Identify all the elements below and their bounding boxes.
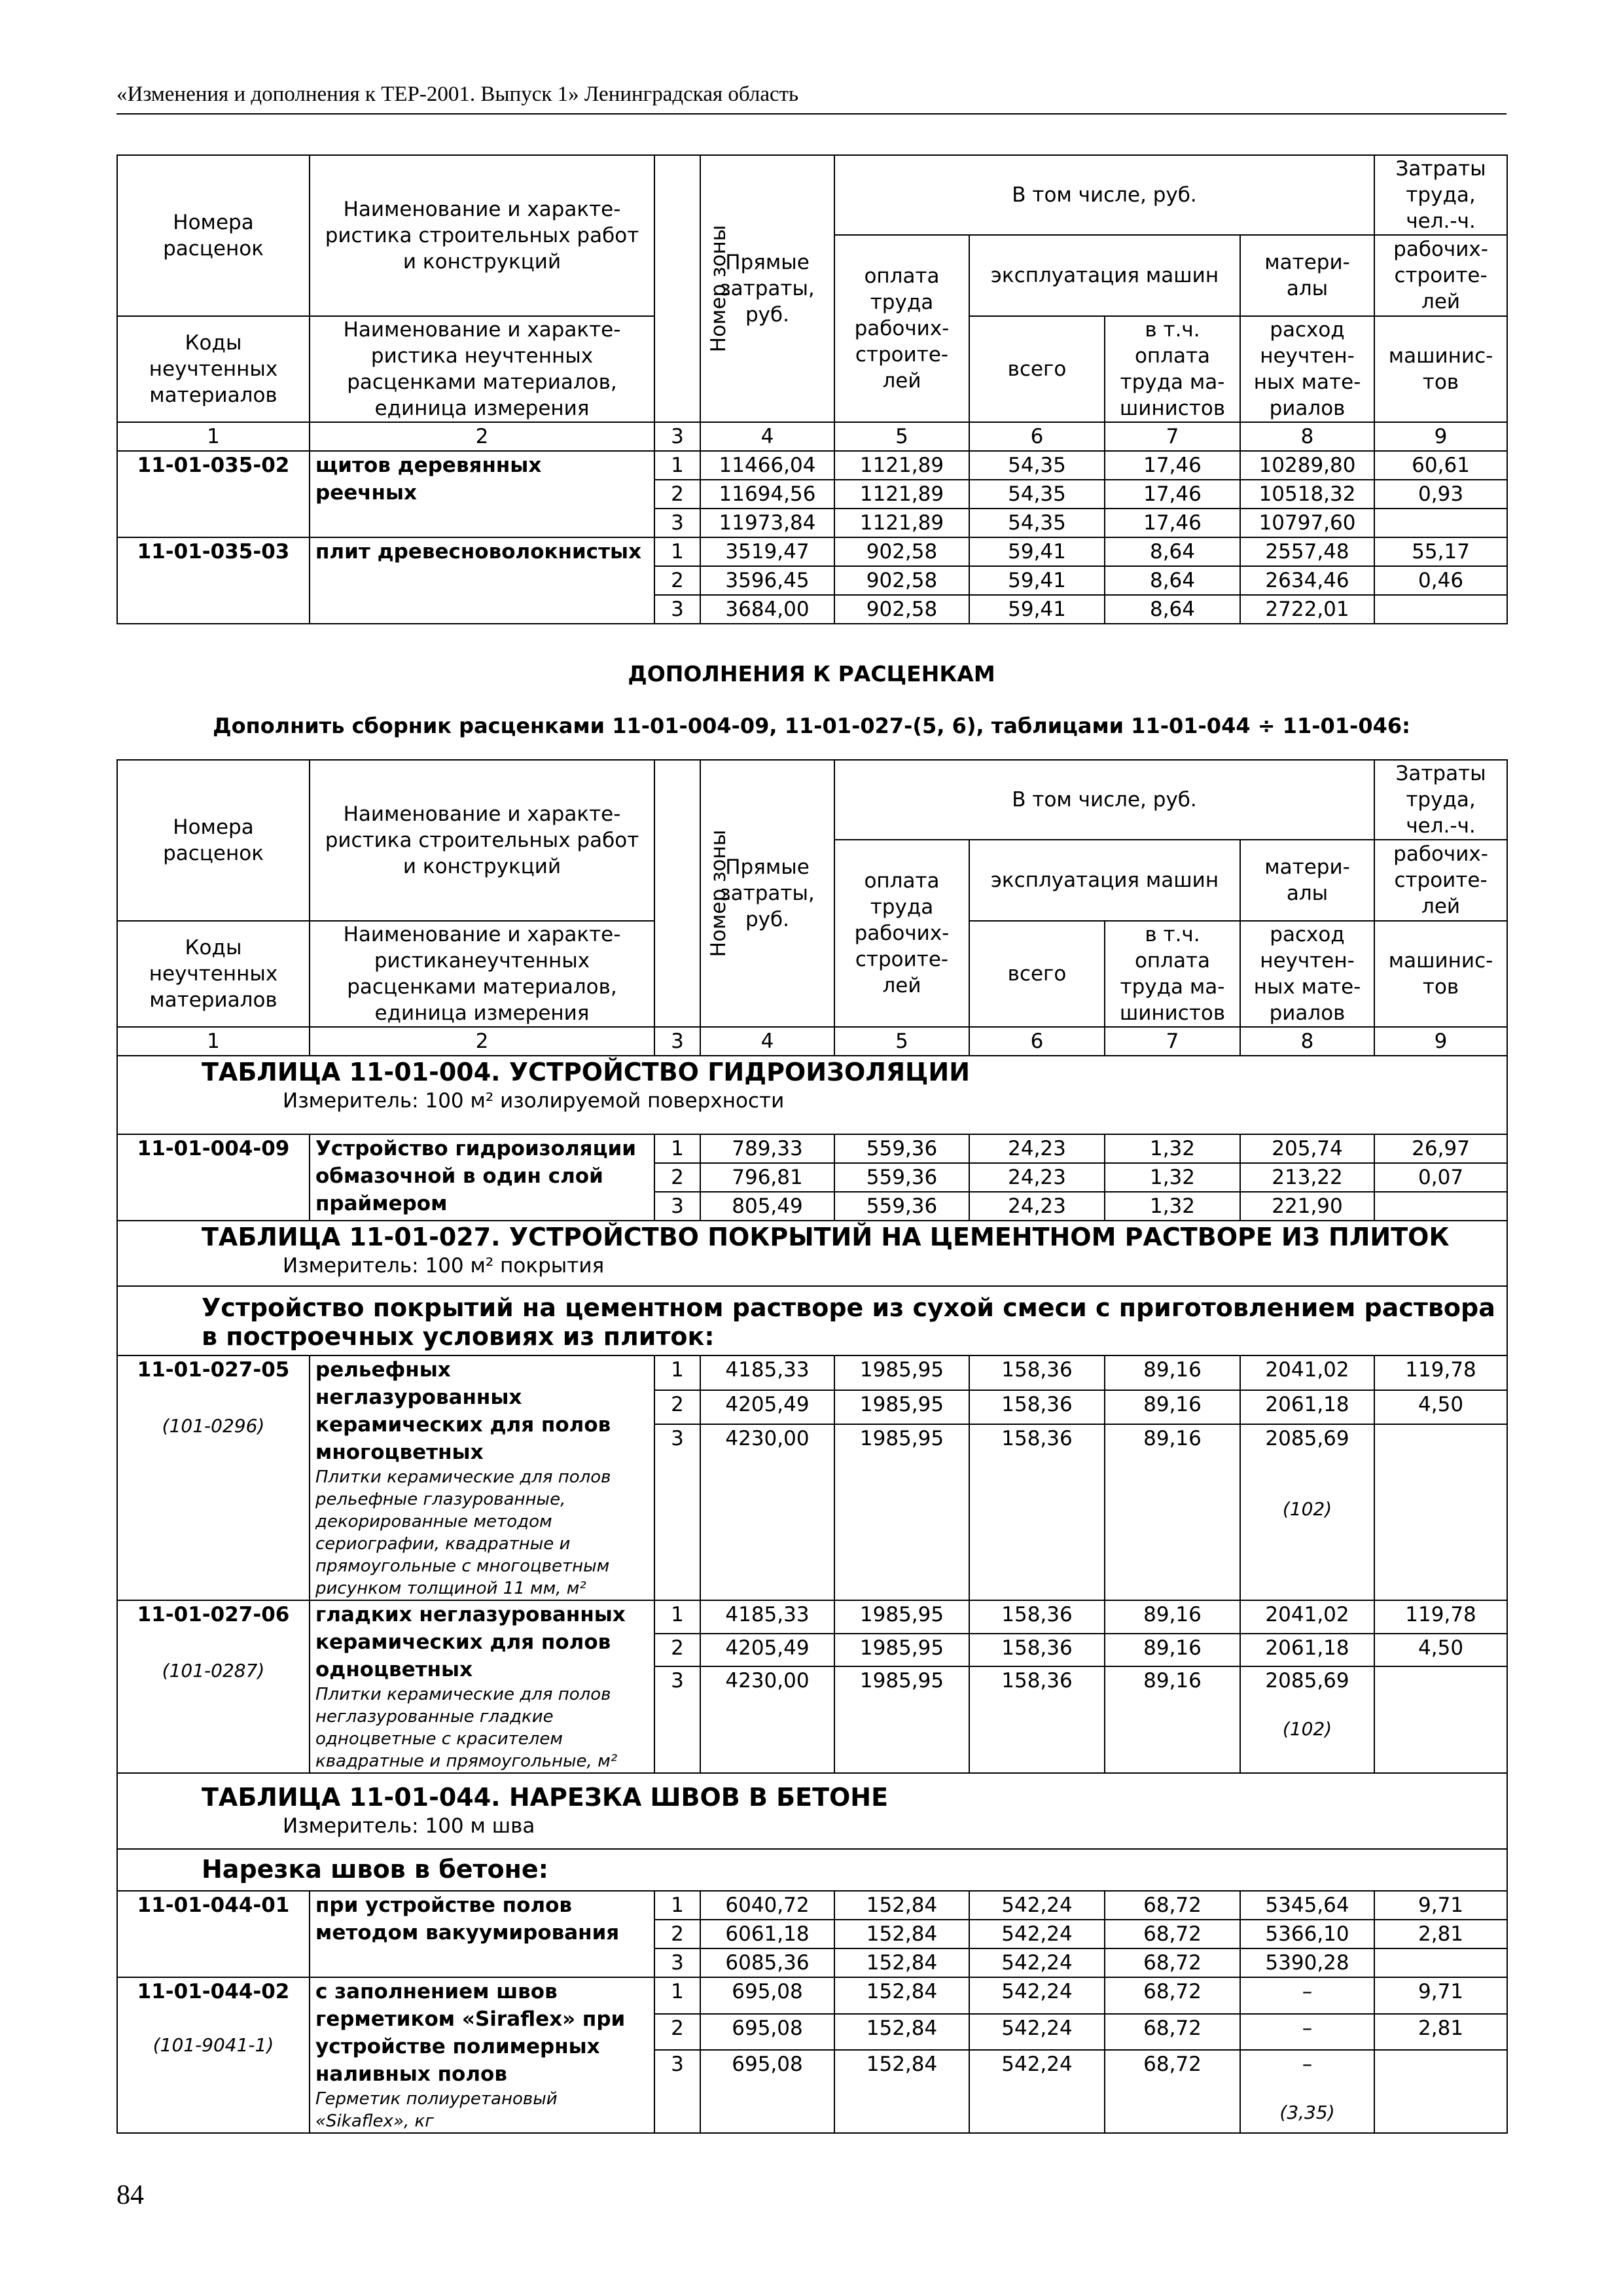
value-cell: 89,16 [1105,1390,1240,1425]
col-num: 7 [1105,1027,1240,1056]
value-cell: 158,36 [969,1666,1105,1773]
zone-cell: 1 [654,537,700,566]
value-cell: 902,58 [834,566,969,595]
col-num: 5 [834,1027,969,1056]
value-cell: 0,07 [1374,1163,1507,1192]
col-num: 6 [969,422,1105,451]
material-consumption-note: (3,35) [1279,2102,1335,2124]
value-cell: 68,72 [1105,1948,1240,1977]
rate-code: 11-01-004-09 [117,1134,310,1221]
unaccounted-material-name: Плитки керамические для полов неглазурованные гладкие одноцветные с красителем квадратные и прямоугольные, м² [315,1685,618,1771]
zone-cell: 2 [654,2014,700,2051]
rate-code: 11-01-027-05 (101-0296) [117,1355,310,1600]
value-cell: 2634,46 [1240,566,1374,595]
value-cell: 158,36 [969,1390,1105,1425]
hdr-kody: Коды неучтенных материалов [117,921,310,1027]
rate-name: Устройство гидроизоляции обмазочной в один слой праймером [310,1134,654,1221]
value-cell: 119,78 [1374,1355,1507,1390]
value-cell: 2041,02 [1240,1355,1374,1390]
value-cell: 152,84 [834,2050,969,2133]
hdr-naim: Наименование и характе-ристика строительных работ и конструкций [310,760,654,921]
value-cell: 2041,02 [1240,1600,1374,1634]
value-cell: 2085,69 (102) [1240,1666,1374,1773]
value-cell: 68,72 [1105,2014,1240,2051]
col-num: 9 [1374,422,1507,451]
column-numbers-row [117,1027,1507,1056]
value-cell: 3684,00 [700,595,834,624]
rate-name: плит древесноволокнистых [310,537,654,624]
value-cell: 68,72 [1105,1920,1240,1948]
value-cell [1374,509,1507,537]
value-cell [1374,1666,1507,1773]
value-cell: 1,32 [1105,1134,1240,1163]
zone-cell: 3 [654,595,700,624]
hdr-zone: Номер зоны [654,760,700,1027]
value-cell: 55,17 [1374,537,1507,566]
value-cell: 1,32 [1105,1192,1240,1221]
value-cell: 0,46 [1374,566,1507,595]
table-title-row [117,1221,1507,1286]
value-cell: 24,23 [969,1192,1105,1221]
value-cell: 5366,10 [1240,1920,1374,1948]
table-title-004: ТАБЛИЦА 11-01-004. УСТРОЙСТВО ГИДРОИЗОЛЯЦИИ Измеритель: 100 м² изолируемой поверхности [117,1056,1507,1134]
unaccounted-material-code: (101-9041-1) [152,2034,274,2056]
value-cell: 10797,60 [1240,509,1374,537]
value-cell: 152,84 [834,1948,969,1977]
value-cell: 542,24 [969,1948,1105,1977]
value-cell [1374,1424,1507,1600]
zone-cell: 2 [654,480,700,509]
table-row [117,1977,1507,2014]
value-cell: 4205,49 [700,1634,834,1667]
rate-code: 11-01-035-03 [117,537,310,624]
hdr-vsego: всего [969,921,1105,1027]
value-cell: 54,35 [969,451,1105,480]
value-cell: 902,58 [834,537,969,566]
zone-cell: 3 [654,1424,700,1600]
value-cell: 158,36 [969,1424,1105,1600]
zone-cell: 2 [654,1920,700,1948]
value-cell: 789,33 [700,1134,834,1163]
value-cell: 60,61 [1374,451,1507,480]
value-cell: 24,23 [969,1163,1105,1192]
hdr-pryamye: Прямые затраты, руб. [700,155,834,422]
value-cell: 152,84 [834,1977,969,2014]
col-num: 6 [969,1027,1105,1056]
col-num: 2 [310,1027,654,1056]
value-cell: 1985,95 [834,1666,969,1773]
col-num: 7 [1105,422,1240,451]
hdr-vtom: В том числе, руб. [834,155,1374,235]
value-cell: 695,08 [700,2050,834,2133]
table-row [117,1355,1507,1390]
page-number: 84 [116,2180,144,2210]
value-cell: 68,72 [1105,2050,1240,2133]
hdr-materialy: матери-алы [1240,840,1374,921]
value-cell: 59,41 [969,537,1105,566]
value-cell: 2722,01 [1240,595,1374,624]
hdr-rabochih: рабочих-строите-лей [1374,840,1507,921]
value-cell: 11694,56 [700,480,834,509]
col-num: 8 [1240,1027,1374,1056]
value-cell: 59,41 [969,566,1105,595]
value-cell: 4230,00 [700,1666,834,1773]
value-cell: 2557,48 [1240,537,1374,566]
value-cell: 4185,33 [700,1355,834,1390]
hdr-naim-neuch: Наименование и характе-ристиканеучтенных расценками материалов, единица измерения [310,921,654,1027]
value-cell: 796,81 [700,1163,834,1192]
value-cell: 1985,95 [834,1355,969,1390]
value-cell: 221,90 [1240,1192,1374,1221]
value-cell [1374,1192,1507,1221]
value-cell: – [1240,1977,1374,2014]
running-head: «Изменения и дополнения к ТЕР-2001. Выпуск 1» Ленинградская область [116,82,799,106]
zone-cell: 1 [654,1355,700,1390]
value-cell [1374,595,1507,624]
section-title-044: Нарезка швов в бетоне: [117,1849,1507,1891]
value-cell: 1121,89 [834,509,969,537]
value-cell [1374,2050,1507,2133]
value-cell: 6040,72 [700,1891,834,1920]
value-cell: 213,22 [1240,1163,1374,1192]
value-cell: 158,36 [969,1355,1105,1390]
value-cell: – [1240,2014,1374,2051]
value-cell: 559,36 [834,1192,969,1221]
table-row [117,537,1507,566]
value-cell: 89,16 [1105,1634,1240,1667]
hdr-pryamye: Прямые затраты, руб. [700,760,834,1027]
table-title-044: ТАБЛИЦА 11-01-044. НАРЕЗКА ШВОВ В БЕТОНЕ Измеритель: 100 м шва [117,1773,1507,1849]
zone-cell: 1 [654,1977,700,2014]
value-cell: 54,35 [969,480,1105,509]
value-cell: 4205,49 [700,1390,834,1425]
value-cell: 1,32 [1105,1163,1240,1192]
value-cell: 205,74 [1240,1134,1374,1163]
zone-cell: 1 [654,451,700,480]
value-cell: 8,64 [1105,566,1240,595]
value-cell: 4,50 [1374,1634,1507,1667]
value-cell: 1121,89 [834,451,969,480]
hdr-vtch: в т.ч. оплата труда ма-шинистов [1105,316,1240,422]
additions-subtitle: Дополнить сборник расценками 11-01-004-09, 11-01-027-(5, 6), таблицами 11-01-044 ÷ 11-01-046: [213,713,1410,738]
value-cell: 2061,18 [1240,1634,1374,1667]
unaccounted-material-code: (101-0296) [162,1415,265,1437]
hdr-mashinist: машинис-тов [1374,921,1507,1027]
value-cell: 17,46 [1105,480,1240,509]
value-cell: 89,16 [1105,1424,1240,1600]
zone-cell: 2 [654,1163,700,1192]
value-cell: 152,84 [834,1920,969,1948]
value-cell: 26,97 [1374,1134,1507,1163]
rate-code: 11-01-027-06 (101-0287) [117,1600,310,1773]
table-row [117,1600,1507,1634]
hdr-zatraty: Затраты труда, чел.-ч. [1374,155,1507,235]
value-cell: 59,41 [969,595,1105,624]
rate-name: с заполнением швов герметиком «Siraflex» при устройстве полимерных наливных полов Герметик полиуретановый «Sikaflex», кг [310,1977,654,2133]
rates-table-2 [116,759,1508,2134]
value-cell: 152,84 [834,1891,969,1920]
zone-cell: 2 [654,1390,700,1425]
material-consumption-note: (102) [1282,1718,1332,1740]
value-cell: 3519,47 [700,537,834,566]
zone-cell: 3 [654,1666,700,1773]
value-cell: 9,71 [1374,1977,1507,2014]
value-cell: 2,81 [1374,1920,1507,1948]
hdr-kody: Коды неучтенных материалов [117,316,310,422]
col-num: 1 [117,1027,310,1056]
hdr-zone: Номер зоны [654,155,700,422]
rate-name: при устройстве полов методом вакуумирования [310,1891,654,1977]
col-num: 3 [654,1027,700,1056]
col-num: 1 [117,422,310,451]
value-cell: 4,50 [1374,1390,1507,1425]
value-cell: 10518,32 [1240,480,1374,509]
hdr-naim-neuch: Наименование и характе-ристика неучтенных расценками материалов, единица измерения [310,316,654,422]
hdr-oplata: оплата труда рабочих-строите-лей [834,840,969,1027]
section-row [117,1286,1507,1355]
value-cell: 11973,84 [700,509,834,537]
col-num: 5 [834,422,969,451]
value-cell: 89,16 [1105,1666,1240,1773]
header-rule [116,113,1507,115]
hdr-materialy: матери-алы [1240,235,1374,316]
value-cell: 54,35 [969,509,1105,537]
value-cell: 4230,00 [700,1424,834,1600]
rates-table-1 [116,154,1508,624]
rate-name: гладких неглазурованных керамических для полов одноцветных Плитки керамические для полов неглазурованные гладкие одноцветные с красителем квадратные и прямоугольные, м² [310,1600,654,1773]
hdr-ekspl: эксплуатация машин [969,235,1240,316]
rate-code: 11-01-044-02 (101-9041-1) [117,1977,310,2133]
zone-cell: 2 [654,1634,700,1667]
value-cell: 6085,36 [700,1948,834,1977]
table-title-027: ТАБЛИЦА 11-01-027. УСТРОЙСТВО ПОКРЫТИЙ НА ЦЕМЕНТНОМ РАСТВОРЕ ИЗ ПЛИТОК Измеритель: 100 м² покрытия [117,1221,1507,1286]
rate-code: 11-01-044-01 [117,1891,310,1977]
value-cell: 1985,95 [834,1634,969,1667]
col-num: 4 [700,1027,834,1056]
col-num: 4 [700,422,834,451]
value-cell: 4185,33 [700,1600,834,1634]
material-consumption-note: (102) [1282,1498,1332,1520]
hdr-ekspl: эксплуатация машин [969,840,1240,921]
value-cell: 542,24 [969,1891,1105,1920]
hdr-nomera: Номера расценок [117,155,310,316]
value-cell: 5345,64 [1240,1891,1374,1920]
unaccounted-material-code: (101-0287) [162,1660,265,1681]
value-cell: 11466,04 [700,451,834,480]
value-cell: 542,24 [969,2050,1105,2133]
zone-cell: 1 [654,1891,700,1920]
value-cell: 2,81 [1374,2014,1507,2051]
value-cell: 119,78 [1374,1600,1507,1634]
zone-cell: 3 [654,1948,700,1977]
rate-name: рельефных неглазурованных керамических для полов многоцветных Плитки керамические для полов рельефные глазурованные, декорированные методом сериографии, квадратные и прямоугольные с многоцветным рисунком толщиной 11 мм, м² [310,1355,654,1600]
value-cell: 1121,89 [834,480,969,509]
value-cell: 17,46 [1105,451,1240,480]
rate-name: щитов деревянных реечных [310,451,654,537]
hdr-vsego: всего [969,316,1105,422]
zone-cell: 1 [654,1600,700,1634]
value-cell: 8,64 [1105,537,1240,566]
value-cell: 559,36 [834,1134,969,1163]
unaccounted-material-name: Плитки керамические для полов рельефные глазурованные, декорированные методом сериографии, квадратные и прямоугольные с многоцветным рисунком толщиной 11 мм, м² [315,1467,611,1598]
section-row [117,1849,1507,1891]
value-cell: 152,84 [834,2014,969,2051]
value-cell: 89,16 [1105,1355,1240,1390]
hdr-rashod: расход неучтен-ных мате-риалов [1240,316,1374,422]
value-cell: 5390,28 [1240,1948,1374,1977]
value-cell: 695,08 [700,2014,834,2051]
value-cell: 695,08 [700,1977,834,2014]
value-cell: 542,24 [969,1977,1105,2014]
hdr-nomera: Номера расценок [117,760,310,921]
table-title-row [117,1773,1507,1849]
hdr-vtch: в т.ч. оплата труда ма-шинистов [1105,921,1240,1027]
value-cell: 158,36 [969,1600,1105,1634]
value-cell: 24,23 [969,1134,1105,1163]
value-cell: 68,72 [1105,1891,1240,1920]
value-cell: 158,36 [969,1634,1105,1667]
value-cell: 89,16 [1105,1600,1240,1634]
col-num: 8 [1240,422,1374,451]
value-cell: 805,49 [700,1192,834,1221]
col-num: 9 [1374,1027,1507,1056]
value-cell: 0,93 [1374,480,1507,509]
hdr-rabochih: рабочих-строите-лей [1374,235,1507,316]
hdr-naim: Наименование и характе-ристика строительных работ и конструкций [310,155,654,316]
value-cell: 902,58 [834,595,969,624]
value-cell: 559,36 [834,1163,969,1192]
col-num: 3 [654,422,700,451]
hdr-zatraty: Затраты труда, чел.-ч. [1374,760,1507,840]
rate-code: 11-01-035-02 [117,451,310,537]
section-title-027: Устройство покрытий на цементном растворе из сухой смеси с приготовлением раствора в построечных условиях из плиток: [117,1286,1507,1355]
value-cell: 542,24 [969,1920,1105,1948]
value-cell: 68,72 [1105,1977,1240,2014]
zone-cell: 3 [654,509,700,537]
value-cell: 17,46 [1105,509,1240,537]
column-numbers-row [117,422,1507,451]
zone-cell: 2 [654,566,700,595]
value-cell: 8,64 [1105,595,1240,624]
unaccounted-material-name: Герметик полиуретановый «Sikaflex», кг [315,2089,558,2131]
col-num: 2 [310,422,654,451]
hdr-vtom: В том числе, руб. [834,760,1374,840]
value-cell: 2085,69 (102) [1240,1424,1374,1600]
value-cell [1374,1948,1507,1977]
hdr-oplata: оплата труда рабочих-строите-лей [834,235,969,422]
hdr-rashod: расход неучтен-ных мате-риалов [1240,921,1374,1027]
value-cell: 3596,45 [700,566,834,595]
value-cell: – (3,35) [1240,2050,1374,2133]
zone-cell: 3 [654,1192,700,1221]
table-row [117,1134,1507,1163]
value-cell: 6061,18 [700,1920,834,1948]
value-cell: 1985,95 [834,1424,969,1600]
value-cell: 9,71 [1374,1891,1507,1920]
value-cell: 10289,80 [1240,451,1374,480]
table-row [117,1891,1507,1920]
zone-cell: 1 [654,1134,700,1163]
additions-title: ДОПОЛНЕНИЯ К РАСЦЕНКАМ [628,661,995,687]
value-cell: 2061,18 [1240,1390,1374,1425]
zone-cell: 3 [654,2050,700,2133]
value-cell: 542,24 [969,2014,1105,2051]
value-cell: 1985,95 [834,1390,969,1425]
table-title-row [117,1056,1507,1134]
value-cell: 1985,95 [834,1600,969,1634]
hdr-mashinist: машинис-тов [1374,316,1507,422]
table-row [117,451,1507,480]
